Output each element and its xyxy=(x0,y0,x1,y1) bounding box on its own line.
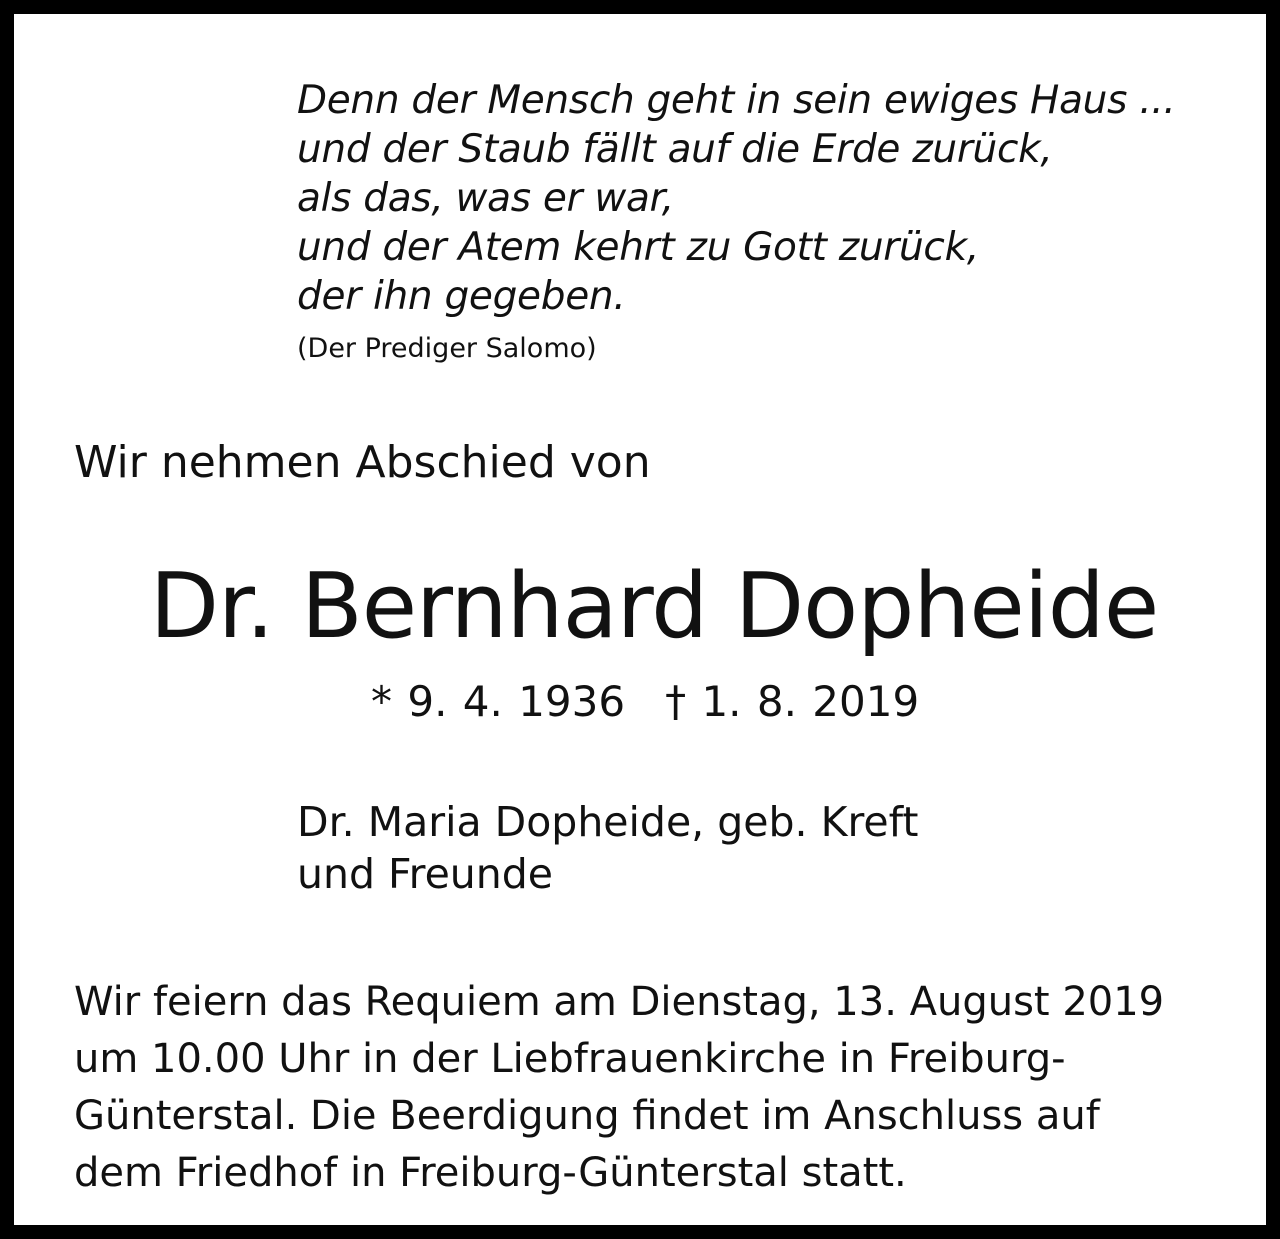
service-line: Wir feiern das Requiem am Dienstag, 13. August 2019 xyxy=(74,979,1165,1025)
mourner-line: Dr. Maria Dopheide, geb. Kreft xyxy=(297,798,919,846)
poem-source: (Der Prediger Salomo) xyxy=(297,333,597,364)
birth-date: * 9. 4. 1936 xyxy=(371,677,626,726)
life-dates xyxy=(371,676,919,728)
poem-line: und der Atem kehrt zu Gott zurück, xyxy=(297,225,979,270)
service-line: um 10.00 Uhr in der Liebfrauenkirche in Freiburg- xyxy=(74,1036,1066,1082)
poem-line: als das, was er war, xyxy=(297,176,674,221)
poem-quote xyxy=(297,76,1176,321)
mourners-block xyxy=(297,796,918,900)
poem-line: und der Staub fällt auf die Erde zurück, xyxy=(297,127,1053,172)
poem-line: Denn der Mensch geht in sein ewiges Haus ... xyxy=(297,78,1176,123)
service-details xyxy=(74,974,1164,1202)
deceased-name: Dr. Bernhard Dopheide xyxy=(149,554,1159,659)
poem-line: der ihn gegeben. xyxy=(297,274,626,319)
service-line: dem Friedhof in Freiburg-Günterstal statt. xyxy=(74,1150,907,1196)
farewell-heading: Wir nehmen Abschied von xyxy=(74,437,651,488)
mourner-line: und Freunde xyxy=(297,850,554,898)
service-line: Günterstal. Die Beerdigung findet im Anschluss auf xyxy=(74,1093,1100,1139)
death-date: † 1. 8. 2019 xyxy=(665,677,920,726)
